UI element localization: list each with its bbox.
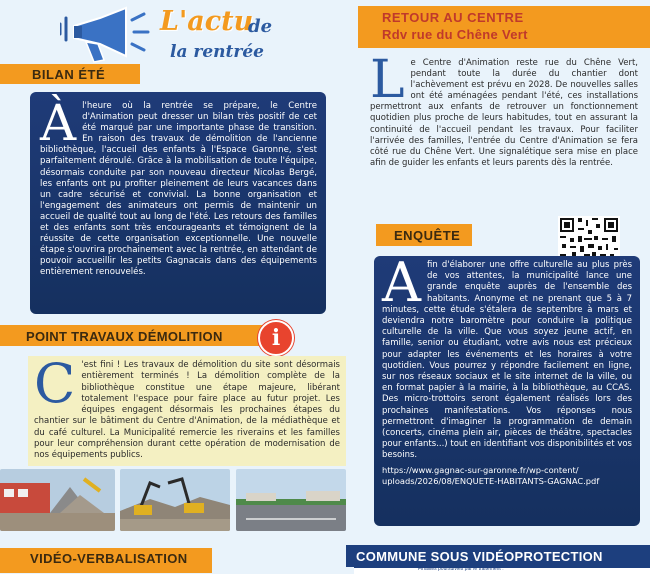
page-title <box>160 6 310 66</box>
bilan-drop-cap: À <box>40 94 77 152</box>
info-icon: i <box>258 320 294 356</box>
demolition-photo-2 <box>120 469 230 531</box>
title-word-de: de <box>248 16 273 37</box>
title-word-actu: L'actu <box>160 6 254 37</box>
bilan-heading: BILAN ÉTÉ <box>0 64 140 84</box>
travaux-drop-cap: C <box>34 352 76 415</box>
megaphone-icon <box>60 4 150 66</box>
retour-drop-cap: L <box>370 50 405 110</box>
travaux-heading: POINT TRAVAUX DÉMOLITION <box>0 325 268 346</box>
enquete-text: fin d'élaborer une offre culturelle au plus près de vos attentes, la municipalité lance une grande enquête auprès de l'ensemble des habitants. Anonyme et ne prenant que 5 à 7 minutes, cette étude s'étalera de septembre à mars et deviendra notre baromètre pour conduire la politique culturelle de la ville. Que vous soyez jeune actif, en famille, senior ou étudiant, votre avis nous est précieux pour adapter les événements et les horaires à votre quotidien. Vous pourrez y répondre facilement en ligne, sur nos réseaux sociaux et le site internet de la ville, ou en format papier à la mairie, à la bibliothèque, au CCAS. Des micro-trottoirs seront également réalisés lors des prochaines manifestations. Vos réponses nous permettront d'imaginer la programmation de demain (concerts, cinéma plein air, pièces de théâtre, spectacles pour enfants...) tout en identifiant vos disponibilités et vos besoins. <box>382 260 632 461</box>
bilan-text: l'heure où la rentrée se prépare, le Centre d'Animation peut dresser un bilan très positif de cet été marqué par une importante phase de transition. En raison des travaux de démolition de l'ancienne bibliothèque, l'accueil des enfants à l'Espace Garonne, s'est parfaitement déroulé. Grâce à la mobilisation de toute l'équipe, désormais conduite par son nouveau directeur Nicolas Bergé, les enfants ont pu profiter pleinement de leurs vacances dans un cadre sécurisé et convivial. La bonne organisation et l'engagement des animateurs ont permis de maintenir un accueil de qualité tout au long de l'été. Les retours des familles et des enfants sont très encourageants et témoignent de la réussite de cette organisation exceptionnelle. Une nouvelle étape s'ouvrira prochainement avec la rentrée, en attendant de pouvoir accueillir les petits Gagnacais dans des équipements entièrement renouvelés. <box>40 101 317 278</box>
demolition-photo-1 <box>0 469 115 531</box>
enquete-drop-cap: A <box>382 251 421 314</box>
travaux-box <box>28 352 346 466</box>
retour-heading: RETOUR AU CENTRE Rdv rue du Chêne Vert <box>358 6 650 48</box>
title-word-rentree: la rentrée <box>170 42 264 62</box>
retour-text: e Centre d'Animation reste rue du Chêne Vert, pendant toute la durée du chantier dont l'achèvement est prévu en 2028. De nouvelles salles ont été aménagées pendant l'été, ces installations permettront aux enfants de retrouver un fonctionnement quotidien plus proche de leurs habitudes, tout en assurant la continuité de l'accueil pendant les travaux. Pour faciliter l'arrivée des familles, l'entrée du Centre d'Animation se fera côté rue du Chêne Vert. Une signalétique sera mise en place afin de guider les enfants et leurs parents dès la rentrée. <box>370 58 638 168</box>
demolition-photo-3 <box>236 469 346 531</box>
commune-heading: COMMUNE SOUS VIDÉOPROTECTION <box>346 545 650 567</box>
bilan-box <box>30 92 326 314</box>
video-heading: VIDÉO-VERBALISATION <box>0 548 212 573</box>
survey-link[interactable]: https://www.gagnac-sur-garonne.fr/wp-content/ uploads/2026/08/ENQUETE-HABITANTS-GAGNAC.pdf <box>382 464 600 486</box>
enquete-heading: ENQUÊTE <box>376 224 472 246</box>
videoprotection-sign: Finalités poursuivies par le traitement : <box>354 567 650 574</box>
retour-block <box>370 50 638 210</box>
travaux-text: 'est fini ! Les travaux de démolition du site sont désormais entièrement terminés ! La démolition complète de la bibliothèque constitue une étape majeure, libérant totalement l'espace pour faire place au futur projet. Les équipes engagent désormais les prochaines étapes du chantier sur le bâtiment du Centre d'Animation, de la médiathèque et du café culturel. La Municipalité remercie les riverains et les familles pour leur compréhension durant cette opération de modernisation de nos équipements publics. <box>34 360 340 461</box>
enquete-box <box>374 251 640 526</box>
